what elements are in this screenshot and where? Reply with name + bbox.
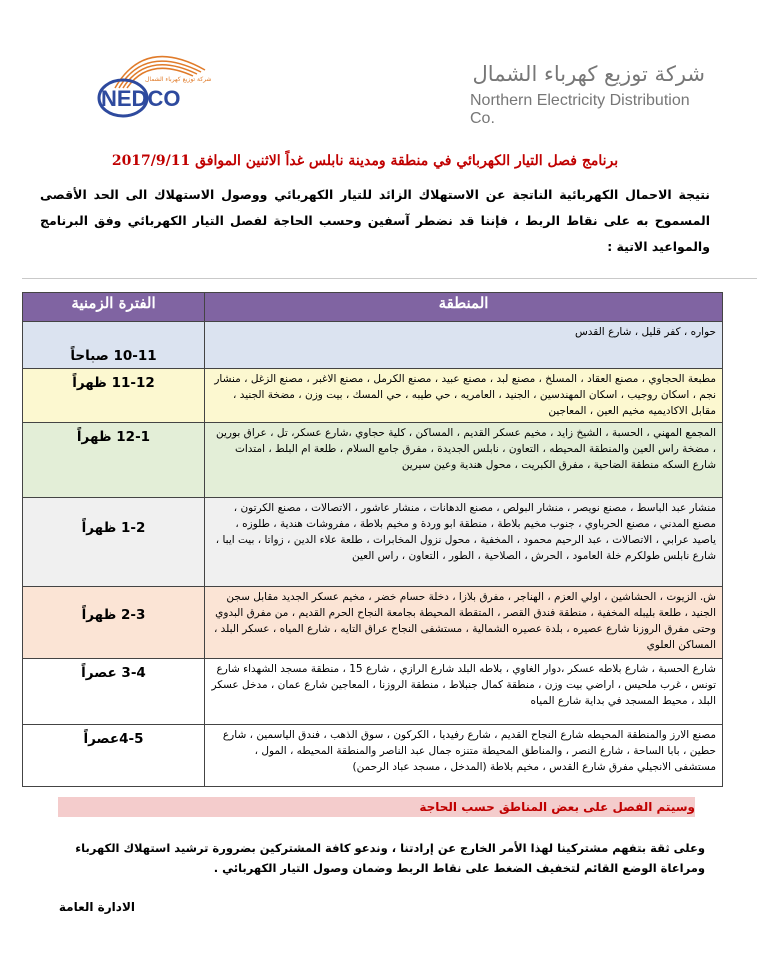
row-area: حواره ، كفر قليل ، شارع القدس <box>205 322 723 369</box>
row-area: مصنع الارز والمنطقة المحيطه شارع النجاح القديم ، شارع رفيديا ، الكركون ، سوق الذهب ، فندق الياسمين ، شارع حطين ، بابا الساحة ، شارع النصر ، والمناطق المحيطة متنزه جمال عبد الناصر والمنطقة المحيطه ، المول ، مستشفى الانجيلي مفرق شارع القدس ، مخيم بلاطة (المدخل ، مسجد عباد الرحمن) <box>205 725 723 787</box>
closing-paragraph: وعلى ثقة بتفهم مشتركينا لهذا الأمر الخارج عن إرادتنا ، وندعو كافة المشتركين بضرورة ترشيد استهلاك الكهرباء ومراعاة الوضع القائم لتخفيف الضغط على نقاط الربط وضمان وصول التيار الكهربائي . <box>75 841 705 875</box>
company-logo <box>75 40 225 120</box>
header-area: المنطقة <box>205 293 723 322</box>
logo-text: NEDCO <box>101 86 181 111</box>
row-area: المجمع المهني ، الحسبة ، الشيخ زايد ، مخيم عسكر القديم ، المساكن ، كلية حجاوي ،شارع عسكر، تل ، عراق بورين ، مضخة راس العين والمنطقة المحيطه ، التعاون ، نابلس الجديدة ، مفرق جامع السلام ، طلعة ام البلط ، امتدات شارع السكه منطقة الضاحية ، مفرق الكبريت ، محول هندية وعين سيرين <box>205 423 723 498</box>
row-area: ش. الزيوت ، الحشاشين ، اولي العزم ، الهناجر ، مفرق بلازا ، دخلة حسام خضر ، مخيم عسكر الجديد مقابل سجن الجنيد ، طلعة بليبله المخفية ، منطقة فندق القصر ، المتقطة المحيطة بجامعة النجاح الحرم القديم ، من مفرق البدوي وحتى مفرق الروزنا شارع عصيره ، بلدة عصيره الشمالية ، مستشفى النجاح عراق التايه ، شارع المياه ، عسكر البلد ، المساكن العلوي <box>205 587 723 659</box>
logo-subtitle: شركة توزيع كهرباء الشمال <box>145 76 212 83</box>
header-time: الفترة الزمنية <box>23 293 205 322</box>
row-area: شارع الحسبة ، شارع بلاطه عسكر ،دوار الغاوي ، بلاطه البلد شارع الرازي ، شارع 15 ، منطقة مسجد الشهداء شارع تونس ، غرب ملحيس ، اراضي بيت وزن ، منطقة كمال جنبلاط ، منطقة الروزنا ، المعاجين شارع عمان ، مدخل عسكر البلد ، محيط المسجد في بداية شارع المياه <box>205 659 723 725</box>
table-row <box>23 322 723 369</box>
row-time: 11-12 ظهراً <box>23 369 205 423</box>
table-row <box>23 369 723 423</box>
row-time: 10-11 صباحاً <box>23 322 205 369</box>
row-area: مطبعة الحجاوي ، مصنع العقاد ، المسلخ ، مصنع لبد ، مصنع عبيد ، مصنع الكرمل ، مصنع الاغبر ، مصنع الزغل ، منشار نجم ، اسكان روجيب ، اسكان المهندسين ، الجنيد ، العامريه ، حي طيبه ، حي المسك ، بيت وزن ، مضخة الجنيد ، مقابل الاكاديميه مخيم العين ، المعاجين <box>205 369 723 423</box>
intro-paragraph: نتيجة الاحمال الكهربائية الناتجة عن الاستهلاك الزائد للتيار الكهربائي ووصول الاستهلاك الى الحد الأقصى المسموح به على نقاط الربط ، فإننا قد نضطر آسفين وحسب الحاجة لفصل التيار الكهربائي وفق البرنامج والمواعيد الاتية : <box>40 187 710 254</box>
partial-cut-note: وسيتم الفصل على بعض المناطق حسب الحاجة <box>58 797 695 817</box>
page-title: برنامج فصل التيار الكهربائي في منطقة ومدينة نابلس غداً الاثنين الموافق 2017/9/11 <box>111 153 619 169</box>
table-header-row <box>23 293 723 322</box>
table-row <box>23 659 723 725</box>
table-row <box>23 423 723 498</box>
table-row <box>23 587 723 659</box>
schedule-table <box>22 292 723 787</box>
company-name-english: Northern Electricity Distribution Co. <box>470 92 690 127</box>
signature: الادارة العامة <box>58 900 135 914</box>
table-row <box>23 725 723 787</box>
company-name-arabic: شركة توزيع كهرباء الشمال <box>472 62 705 86</box>
row-area: منشار عبد الباسط ، مصنع نويصر ، منشار البولص ، مصنع الدهانات ، منشار عاشور ، الاتصالات ، مصنع الكرتون ، مصنع المدني ، مصنع الحرباوي ، جنوب مخيم بلاطة ، منطقة ابو وردة و مخيم بلاطة ، مفروشات هندية ، طلوزه ، ياصيد عرابي ، الاتصالات ، عبد الرحيم محمود ، المخفية ، محول نزول المخابرات ، طلعة علاء الدين ، زواتا ، بيت ايبا ، شارع نابلس طولكرم خلة العامود ، الحرش ، الصلاحية ، الطور ، التعاون ، راس العين <box>205 498 723 587</box>
table-row <box>23 498 723 587</box>
row-time: 3-4 عصراً <box>23 659 205 725</box>
row-time: 1-2 ظهراً <box>23 498 205 587</box>
row-time: 12-1 ظهراً <box>23 423 205 498</box>
separator-line <box>22 278 757 279</box>
row-time: 4-5عصراً <box>23 725 205 787</box>
row-time: 2-3 ظهراً <box>23 587 205 659</box>
